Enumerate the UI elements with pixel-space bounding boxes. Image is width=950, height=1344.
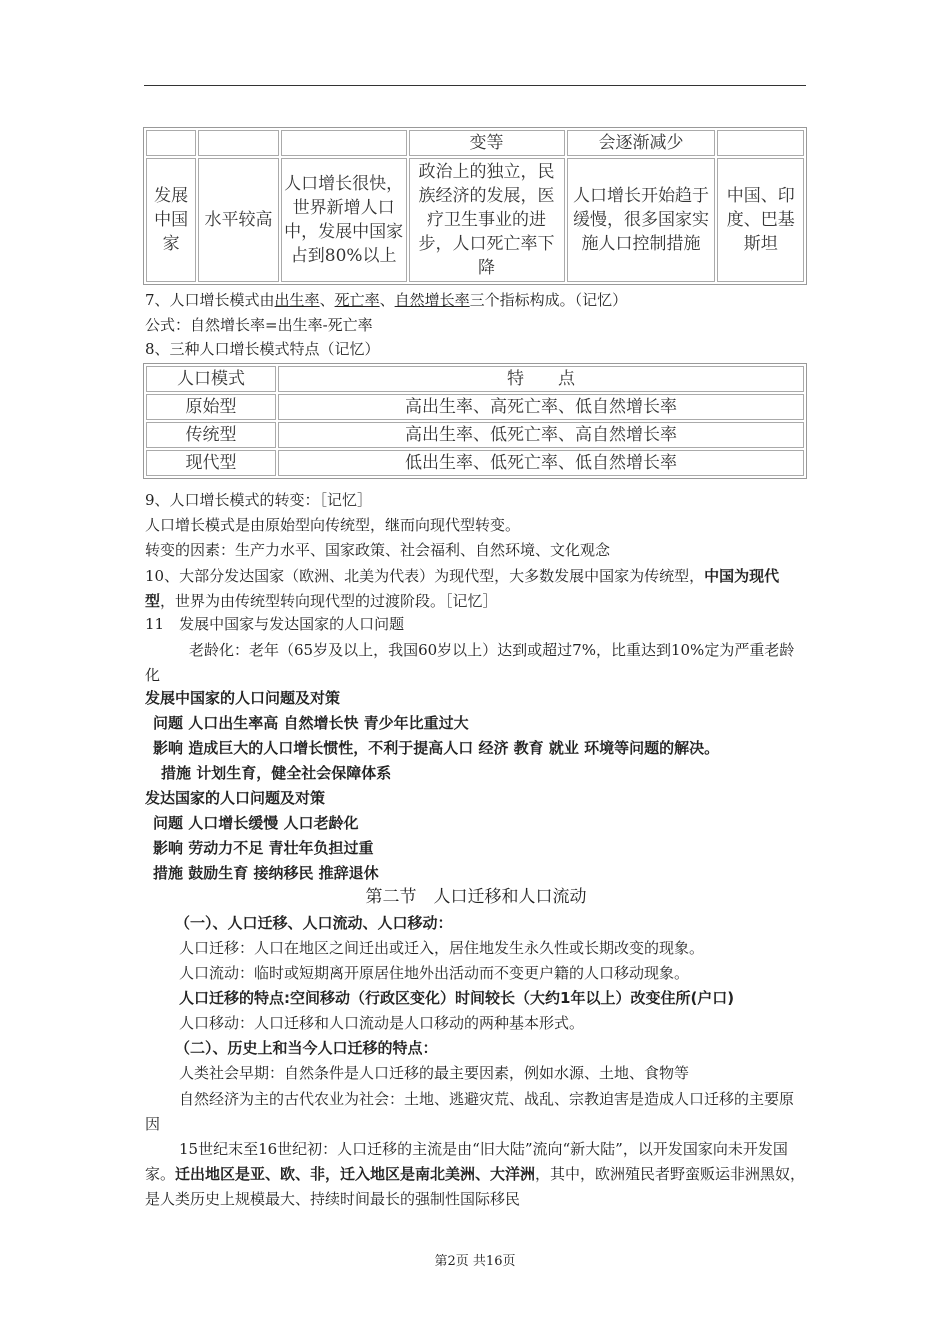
paragraph-10: 10、大部分发达国家（欧洲、北美为代表）为现代型，大多数发展中国家为传统型，中国为现代型，世界为由传统型转向现代型的过渡阶段。［记忆］ (145, 567, 780, 610)
table-cell (717, 130, 804, 156)
table-cell: 政治上的独立，民族经济的发展，医疗卫生事业的进步，人口死亡率下降 (409, 158, 565, 282)
table-header: 人口模式 (146, 366, 276, 392)
developed-impact: 影响 劳动力不足 青壮年负担过重 (153, 839, 374, 857)
developed-measure: 措施 鼓励生育 接纳移民 推辞退休 (153, 864, 379, 882)
table-cell (281, 130, 407, 156)
table-cell: 原始型 (146, 394, 276, 420)
section-title: 第二节 人口迁移和人口流动 (365, 887, 587, 907)
paragraph-8: 8、三种人口增长模式特点（记忆） (145, 340, 380, 358)
migration-15th-century: 15世纪末至16世纪初：人口迁移的主流是由“旧大陆”流向“新大陆”，以开发国家向未开发国家。迁出地区是亚、欧、非，迁入地区是南北美洲、大洋洲，其中，欧洲殖民者野蛮贩运非洲黑奴，是人类历史上规模最大、持续时间最长的强制性国际移民 (145, 1140, 806, 1208)
paragraph-9: 9、人口增长模式的转变：［记忆］ (145, 491, 373, 509)
table-cell: 人口增长很快，世界新增人口中，发展中国家占到80%以上 (281, 158, 407, 282)
aging-definition: 老龄化：老年（65岁及以上，我国60岁以上）达到或超过7%，比重达到10%定为严重老龄化 (145, 641, 795, 684)
table-cell: 现代型 (146, 450, 276, 476)
early-society: 人类社会早期：自然条件是人口迁移的最主要因素，例如水源、土地、食物等 (179, 1064, 690, 1082)
developed-title: 发达国家的人口问题及对策 (145, 789, 326, 807)
flow-definition: 人口流动：临时或短期离开原居住地外出活动而不变更户籍的人口移动现象。 (179, 964, 690, 982)
developing-impact: 影响 造成巨大的人口增长惯性，不利于提高人口 经济 教育 就业 环境等问题的解决。 (153, 739, 720, 757)
migration-features: 人口迁移的特点:空间移动（行政区变化）时间较长（大约1年以上）改变住所(户口) (179, 989, 735, 1007)
paragraph-9b: 转变的因素：生产力水平、国家政策、社会福利、自然环境、文化观念 (145, 541, 611, 559)
table-cell: 发展中国家 (146, 158, 196, 282)
table-cell: 低出生率、低死亡率、低自然增长率 (278, 450, 804, 476)
table-header: 特 点 (278, 366, 804, 392)
table-cell: 会逐渐减少 (567, 130, 716, 156)
formula: 公式：自然增长率=出生率-死亡率 (145, 316, 373, 334)
page-number: 第2页 共16页 (434, 1254, 516, 1269)
paragraph-7: 7、人口增长模式由出生率、死亡率、自然增长率三个指标构成。（记忆） (145, 291, 628, 309)
header-rule (144, 85, 806, 86)
migration-definition: 人口迁移：人口在地区之间迁出或迁入，居住地发生永久性或长期改变的现象。 (179, 939, 705, 957)
movement-definition: 人口移动：人口迁移和人口流动是人口移动的两种基本形式。 (179, 1014, 585, 1032)
table-cell: 高出生率、低死亡率、高自然增长率 (278, 422, 804, 448)
table-cell (198, 130, 278, 156)
paragraph-9a: 人口增长模式是由原始型向传统型，继而向现代型转变。 (145, 516, 521, 534)
table-cell: 传统型 (146, 422, 276, 448)
developed-problem: 问题 人口增长缓慢 人口老龄化 (153, 814, 359, 832)
subsection-2-title: （二）、历史上和当今人口迁移的特点： (175, 1039, 438, 1057)
table-cell: 中国、印度、巴基斯坦 (717, 158, 804, 282)
table-cell (146, 130, 196, 156)
subsection-1-title: （一）、人口迁移、人口流动、人口移动： (175, 914, 453, 932)
developing-title: 发展中国家的人口问题及对策 (145, 689, 341, 707)
population-table-continued (143, 127, 807, 285)
ancient-agriculture: 自然经济为主的古代农业为社会：土地、逃避灾荒、战乱、宗教迫害是造成人口迁移的主要原因 (145, 1090, 795, 1133)
table-cell: 高出生率、高死亡率、低自然增长率 (278, 394, 804, 420)
table-cell: 变等 (409, 130, 565, 156)
paragraph-11: 11 发展中国家与发达国家的人口问题 (145, 615, 405, 633)
table-cell: 水平较高 (198, 158, 278, 282)
growth-model-table (143, 363, 807, 479)
table-cell: 人口增长开始趋于缓慢，很多国家实施人口控制措施 (567, 158, 716, 282)
developing-measure: 措施 计划生育，健全社会保障体系 (161, 764, 392, 782)
developing-problem: 问题 人口出生率高 自然增长快 青少年比重过大 (153, 714, 469, 732)
